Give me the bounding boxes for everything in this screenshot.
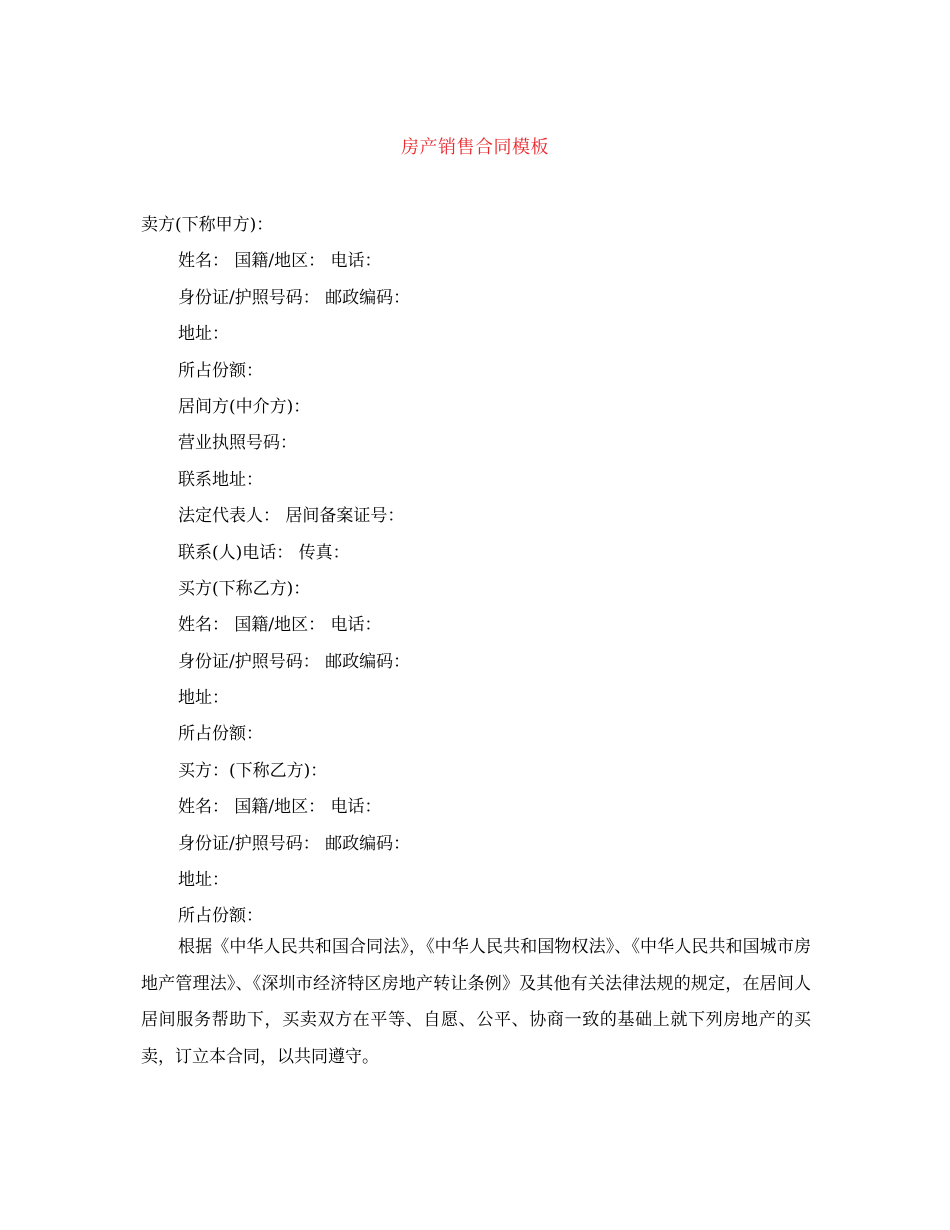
- buyer-share-line: 所占份额：: [178, 724, 263, 745]
- seller-heading: 卖方(下称甲方)：: [141, 215, 274, 235]
- buyer-address-line: 地址：: [178, 688, 229, 709]
- agent-license-line: 营业执照号码：: [178, 433, 297, 454]
- seller-address-line: 地址：: [178, 324, 229, 345]
- document-title: 房产销售合同模板: [401, 137, 549, 158]
- buyer2-id-line: 身份证/护照号码： 邮政编码：: [178, 833, 411, 854]
- buyer-id-line: 身份证/护照号码： 邮政编码：: [178, 651, 411, 672]
- buyer2-name-line: 姓名： 国籍/地区： 电话：: [178, 797, 382, 818]
- buyer-name-line: 姓名： 国籍/地区： 电话：: [178, 615, 382, 636]
- contract-preamble-paragraph: 根据《中华人民共和国合同法》，《中华人民共和国物权法》、《中华人民共和国城市房地产管理法》、《深圳市经济特区房地产转让条例》及其他有关法律法规的规定，在居间人居间服务帮助下，买卖双方在平等、自愿、公平、协商一致的基础上就下列房地产的买卖，订立本合同，以共同遵守。: [141, 937, 811, 1067]
- seller-name-line: 姓名： 国籍/地区： 电话：: [178, 251, 382, 272]
- buyer2-address-line: 地址：: [178, 870, 229, 891]
- agent-address-line: 联系地址：: [178, 469, 263, 490]
- buyer2-share-line: 所占份额：: [178, 906, 263, 927]
- seller-share-line: 所占份额：: [178, 360, 263, 381]
- party-info-section: [141, 207, 811, 935]
- buyer2-heading: 买方：(下称乙方)：: [178, 760, 328, 781]
- agent-phone-line: 联系(人)电话： 传真：: [178, 542, 350, 563]
- buyer-heading: 买方(下称乙方)：: [178, 578, 311, 599]
- seller-id-line: 身份证/护照号码： 邮政编码：: [178, 287, 411, 308]
- agent-representative-line: 法定代表人： 居间备案证号：: [178, 506, 405, 527]
- agent-heading: 居间方(中介方)：: [178, 396, 311, 417]
